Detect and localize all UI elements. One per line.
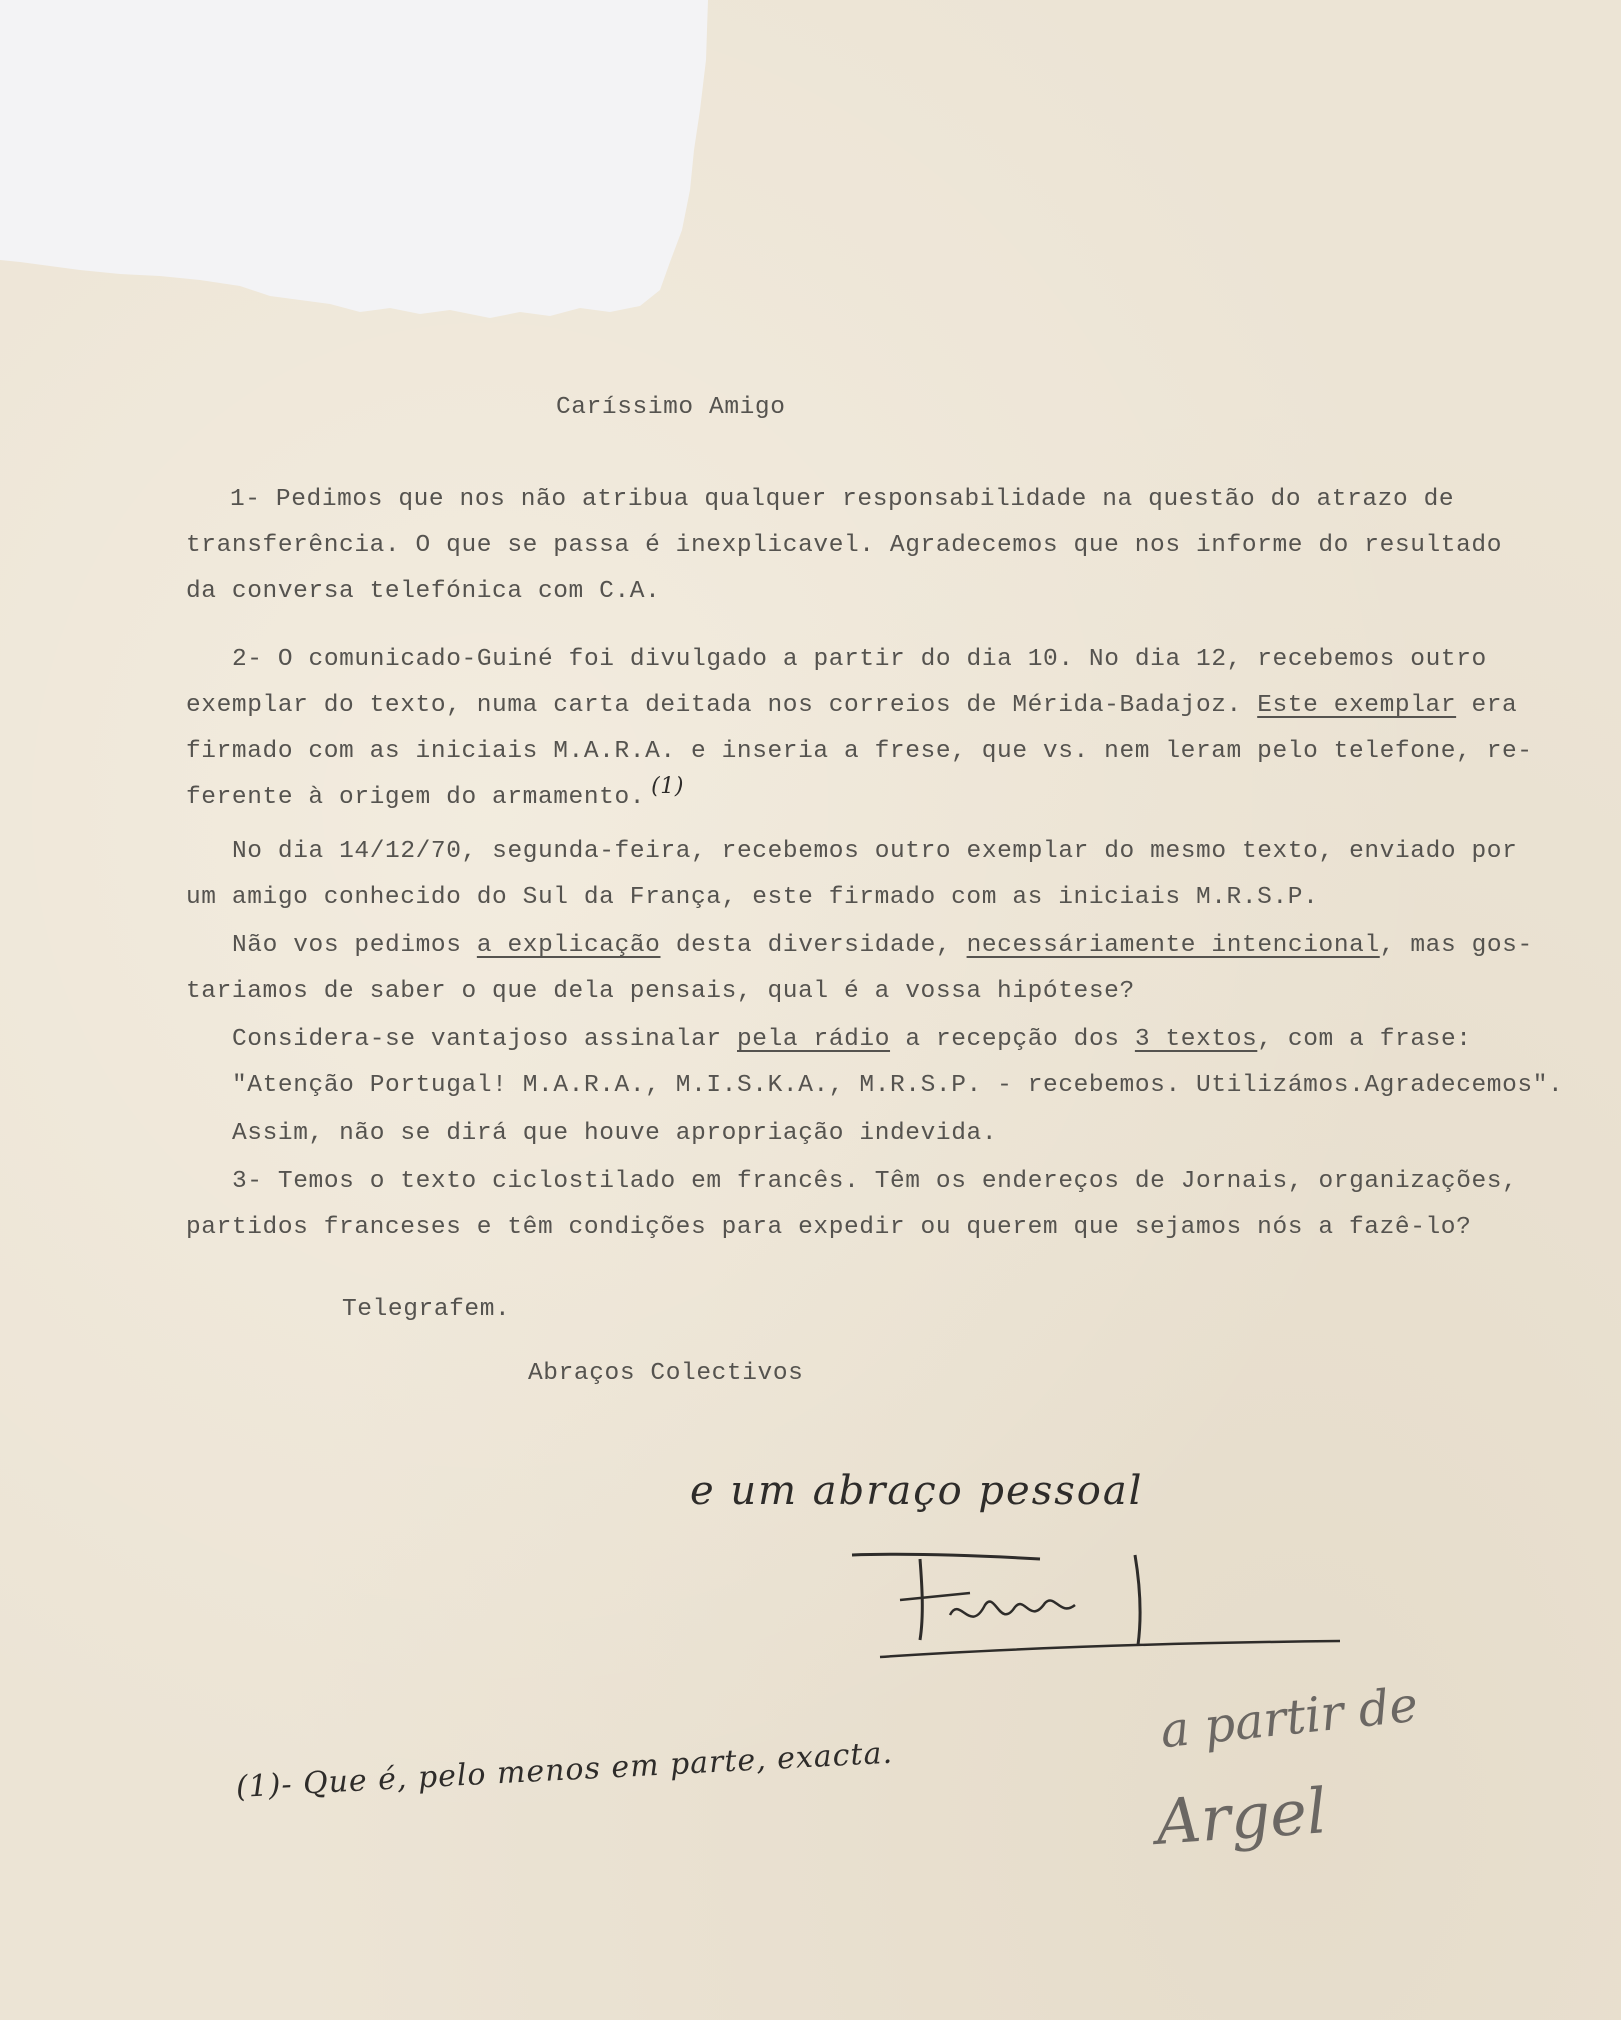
salutation: Caríssimo Amigo — [556, 394, 786, 421]
p2-line-2-end: era — [1471, 692, 1518, 719]
p2-line-1: 2- O comunicado-Guiné foi divulgado a partir do dia 10. No dia 12, recebemos outro — [232, 646, 1487, 673]
p2-line-4 — [186, 774, 685, 811]
p5-text-a: Considera-se vantajoso assinalar — [232, 1026, 722, 1053]
p6-line-1: 3- Temos o texto ciclostilado em francês. Têm os endereços de Jornais, organizações, — [232, 1168, 1518, 1195]
p4-text-c: desta diversidade, — [675, 932, 952, 959]
p5-line-1 — [232, 1028, 1472, 1053]
signature — [850, 1545, 1350, 1665]
p6-line-2: partidos franceses e têm condições para expedir ou querem que sejamos nós a fazê-lo? — [186, 1214, 1472, 1241]
closing-abracos: Abraços Colectivos — [528, 1360, 804, 1387]
torn-paper-corner — [0, 0, 1621, 340]
p2-underlined-phrase: Este exemplar — [1257, 692, 1457, 719]
p1-line-2: transferência. O que se passa é inexplicavel. Agradecemos que nos informe do resultado — [186, 532, 1503, 559]
p4-text-a: Não vos pedimos — [232, 932, 462, 959]
p2-line-2-text: exemplar do texto, numa carta deitada nos correios de Mérida-Badajoz. — [186, 692, 1242, 719]
pencil-annotation-line-1: a partir de — [1157, 1676, 1421, 1760]
p4-line-2: tariamos de saber o que dela pensais, qual é a vossa hipótese? — [186, 978, 1135, 1005]
handwritten-footnote: (1)- Que é, pelo menos em parte, exacta. — [235, 1735, 894, 1805]
handwritten-personal-greeting: e um abraço pessoal — [690, 1468, 1144, 1514]
p5-line-3: Assim, não se dirá que houve apropriação indevida. — [232, 1120, 998, 1147]
p5-underlined-textos: 3 textos — [1134, 1026, 1258, 1053]
p5-text-c: a recepção dos — [905, 1026, 1120, 1053]
p1-line-1: 1- Pedimos que nos não atribua qualquer responsabilidade na questão do atrazo de — [230, 486, 1455, 513]
p4-underlined-explicacao: a explicação — [476, 932, 661, 959]
p2-line-4-text: ferente à origem do armamento. — [186, 784, 646, 811]
p5-line-2: "Atenção Portugal! M.A.R.A., M.I.S.K.A., M.R.S.P. - recebemos. Utilizámos.Agradecemos". — [232, 1072, 1564, 1099]
pencil-annotation-line-2: Argel — [1153, 1774, 1329, 1859]
p4-text-e: , mas gos- — [1379, 932, 1533, 959]
p4-line-1 — [232, 934, 1533, 959]
closing-telegrafem: Telegrafem. — [342, 1296, 511, 1323]
p5-underlined-radio: pela rádio — [737, 1026, 891, 1053]
footnote-reference: (1) — [651, 774, 685, 799]
p3-line-2: um amigo conhecido do Sul da França, este firmado com as iniciais M.R.S.P. — [186, 884, 1319, 911]
p3-line-1: No dia 14/12/70, segunda-feira, recebemos outro exemplar do mesmo texto, enviado por — [232, 838, 1518, 865]
p2-line-2 — [186, 694, 1517, 719]
p4-underlined-intencional: necessáriamente intencional — [966, 932, 1380, 959]
p2-line-3: firmado com as iniciais M.A.R.A. e inseria a frese, que vs. nem leram pelo telefone, re- — [186, 738, 1533, 765]
p1-line-3: da conversa telefónica com C.A. — [186, 578, 661, 605]
p5-text-e: , com a frase: — [1257, 1026, 1472, 1053]
